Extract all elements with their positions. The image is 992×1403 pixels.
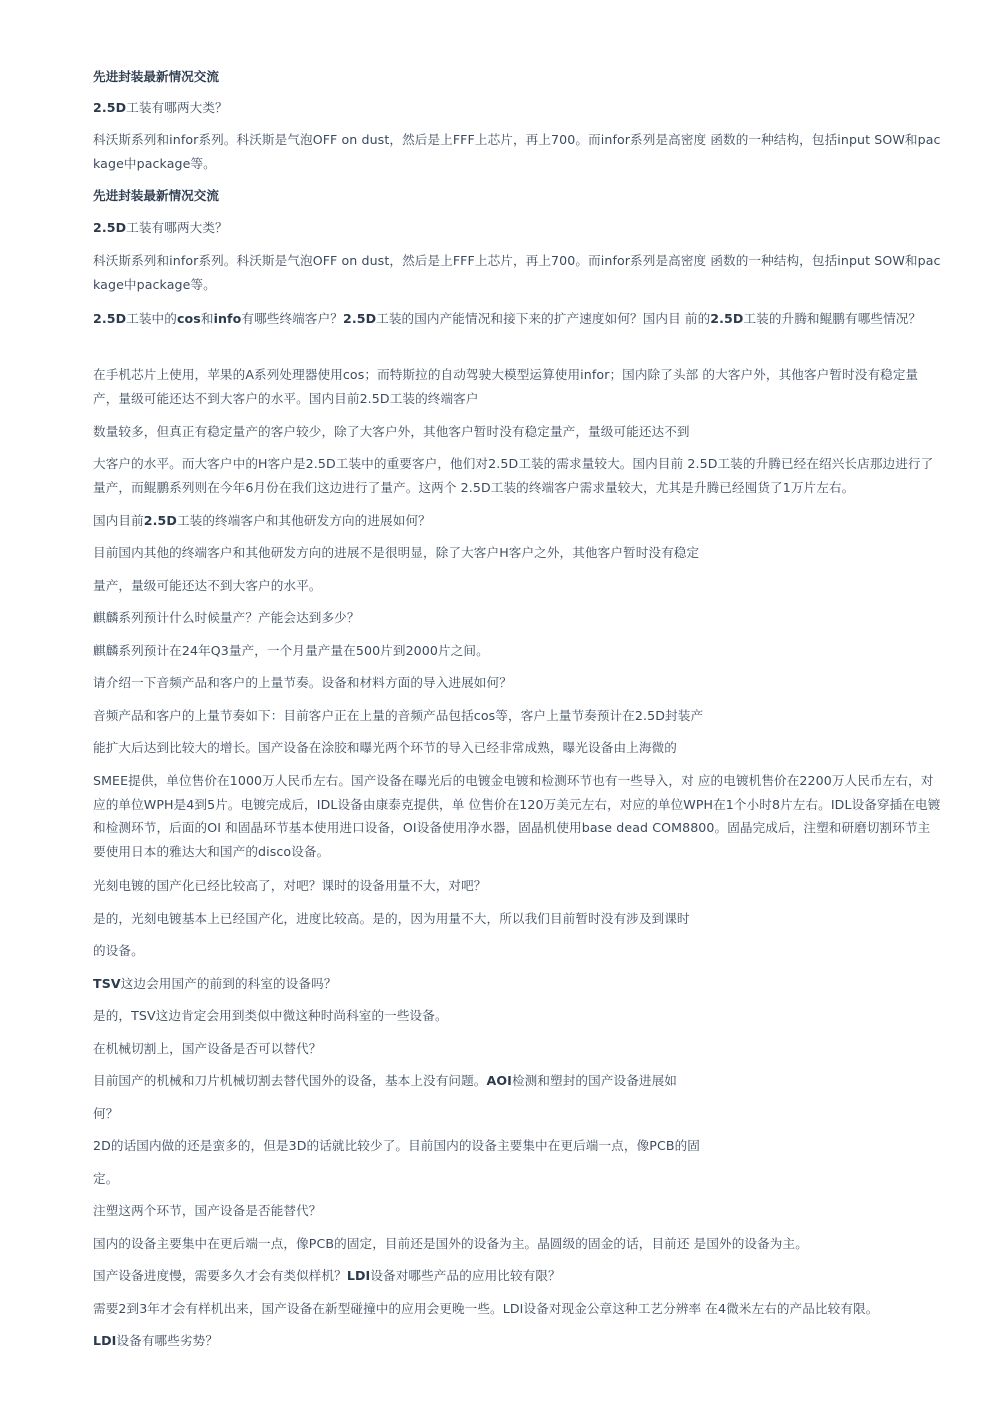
text-run: SMEE提供，单位售价在1000万人民币左右。国产设备在曝光后的电镀金电镀和检测环节也有一些导入，对 应的电镀机售价在2200万人民币左右，对应的单位WPH是4到5片。电镀完成后，IDL设备由康泰克提供，单 位售价在120万美元左右，对应的单位WPH在1个小时8片左右。IDL设备穿插在电镀和检测环节，后面的OI 和固晶环节基本使用进口设备，OI设备使用净水器，固晶机使用base dead COM8800。固晶完成后，注塑和研磨切割环节主要使用日本的雅达大和国产的disco设备。 [93,773,941,859]
bold-text-run: 先进封装最新情况交流 [93,188,219,203]
text-run: 在机械切割上，国产设备是否可以替代？ [93,1041,322,1056]
text-run: 定。 [93,1171,119,1186]
paragraph [93,1004,942,1028]
text-run: 麒麟系列预计在24年Q3量产，一个月量产量在500片到2000片之间。 [93,643,489,658]
paragraph [93,939,942,963]
text-run: 工装的终端客户和其他研发方向的进展如何？ [176,513,431,528]
paragraph [93,1199,942,1223]
paragraph [93,541,942,565]
text-run: 和 [200,311,214,326]
paragraph [93,972,942,996]
text-run: 检测和塑封的国产设备进展如 [511,1073,677,1088]
text-run: 这边会用国产的前到的科室的设备吗？ [120,976,337,991]
bold-text-run: 2.5D [93,220,127,235]
paragraph [93,1069,942,1093]
bold-text-run: 2.5D [143,513,177,528]
paragraph [93,907,942,931]
text-run: 的设备。 [93,943,144,958]
text-run: 国内目前 [93,513,144,528]
text-run: 工装的升腾和鲲鹏有哪些情况？ [743,311,922,326]
paragraph [93,420,942,444]
text-run: 有哪些终端客户？ [241,311,343,326]
text-run: 能扩大后达到比较大的增长。国产设备在涂胶和曝光两个环节的导入已经非常成熟，曝光设备由上海微的 [93,740,677,755]
paragraph [93,1232,942,1256]
bold-text-run: 先进封装最新情况交流 [93,69,219,84]
bold-text-run: cos [176,311,201,326]
paragraph [93,1037,942,1061]
paragraph [93,307,942,331]
paragraph [93,1102,942,1126]
bold-text-run: AOI [486,1073,512,1088]
bold-text-run: TSV [93,976,121,991]
paragraph [93,96,942,120]
paragraph [93,1297,942,1321]
text-run: 科沃斯系列和infor系列。科沃斯是气泡OFF on dust，然后是上FFF上芯片，再上700。而infor系列是高密度 函数的一种结构，包括input SOW和package中package等。 [93,253,941,292]
paragraph [93,769,942,863]
text-run: 2D的话国内做的还是蛮多的，但是3D的话就比较少了。目前国内的设备主要集中在更后端一点，像PCB的固 [93,1138,700,1153]
text-run: 工装的国内产能情况和接下来的扩产速度如何？国内目 前的 [376,311,711,326]
text-run: 在手机芯片上使用，苹果的A系列处理器使用cos；而特斯拉的自动驾驶大模型运算使用infor；国内除了头部 的大客户外，其他客户暂时没有稳定量产，量级可能还达不到大客户的水平。国内目前2.5D工装的终端客户 [93,367,919,406]
paragraph [93,128,942,175]
text-run: 请介绍一下音频产品和客户的上量节奏。设备和材料方面的导入进展如何？ [93,675,512,690]
bold-text-run: LDI [346,1268,371,1283]
paragraph [93,704,942,728]
text-run: 科沃斯系列和infor系列。科沃斯是气泡OFF on dust，然后是上FFF上芯片，再上700。而infor系列是高密度 函数的一种结构，包括input SOW和package中package等。 [93,132,941,171]
text-run: 麒麟系列预计什么时候量产？产能会达到多少？ [93,610,360,625]
text-run: 音频产品和客户的上量节奏如下：目前客户正在上量的音频产品包括cos等，客户上量节奏预计在2.5D封装产 [93,708,704,723]
text-run: 目前国内其他的终端客户和其他研发方向的进展不是很明显，除了大客户H客户之外，其他客户暂时没有稳定 [93,545,700,560]
paragraph [93,639,942,663]
text-run: 工装中的 [126,311,177,326]
text-run: 是的，TSV这边肯定会用到类似中微这种时尚科室的一些设备。 [93,1008,448,1023]
text-run: 设备对哪些产品的应用比较有限？ [370,1268,561,1283]
bold-text-run: info [213,311,242,326]
bold-text-run: 2.5D [342,311,377,326]
text-run: 设备有哪些劣势？ [116,1333,219,1348]
paragraph [93,1264,942,1288]
paragraph [93,509,942,533]
text-run: 大客户的水平。而大客户中的H客户是2.5D工装中的重要客户，他们对2.5D工装的需求量较大。国内目前 2.5D工装的升腾已经在绍兴长店那边进行了量产，而鲲鹏系列则在今年6月份在我们这边进行了量产。这两个 2.5D工装的终端客户需求量较大，尤其是升腾已经囤货了1万片左右。 [93,456,934,495]
section-heading [93,65,942,89]
section-heading [93,184,942,208]
paragraph [93,1167,942,1191]
text-run: 何？ [93,1106,119,1121]
paragraph [93,1329,942,1353]
paragraph [93,452,942,499]
paragraph [93,671,942,695]
paragraph [93,574,942,598]
text-run: 国内的设备主要集中在更后端一点，像PCB的固定，目前还是国外的设备为主。晶圆级的固金的话，目前还 是国外的设备为主。 [93,1236,808,1251]
text-run: 注塑这两个环节，国产设备是否能替代？ [93,1203,322,1218]
text-run: 量产，量级可能还达不到大客户的水平。 [93,578,322,593]
text-run: 需要2到3年才会有样机出来，国产设备在新型碰撞中的应用会更晚一些。LDI设备对现金公章这种工艺分辨率 在4微米左右的产品比较有限。 [93,1301,879,1316]
text-run: 国产设备进度慢，需要多久才会有类似样机？ [93,1268,347,1283]
paragraph [93,363,942,410]
paragraph [93,1134,942,1158]
paragraph [93,606,942,630]
paragraph [93,736,942,760]
paragraph [93,249,942,296]
text-run: 数量较多，但真正有稳定量产的客户较少，除了大客户外，其他客户暂时没有稳定量产，量级可能还达不到 [93,424,690,439]
text-run: 工装有哪两大类？ [126,100,228,115]
text-run: 是的，光刻电镀基本上已经国产化，进度比较高。是的，因为用量不大，所以我们目前暂时没有涉及到课时 [93,911,690,926]
text-run: 工装有哪两大类？ [126,220,228,235]
bold-text-run: 2.5D [93,311,127,326]
paragraph [93,216,942,240]
paragraph [93,874,942,898]
bold-text-run: LDI [93,1333,117,1348]
text-run: 光刻电镀的国产化已经比较高了，对吧？课时的设备用量不大，对吧？ [93,878,487,893]
text-run: 目前国产的机械和刀片机械切割去替代国外的设备，基本上没有问题。 [93,1073,487,1088]
bold-text-run: 2.5D [93,100,127,115]
bold-text-run: 2.5D [710,311,744,326]
